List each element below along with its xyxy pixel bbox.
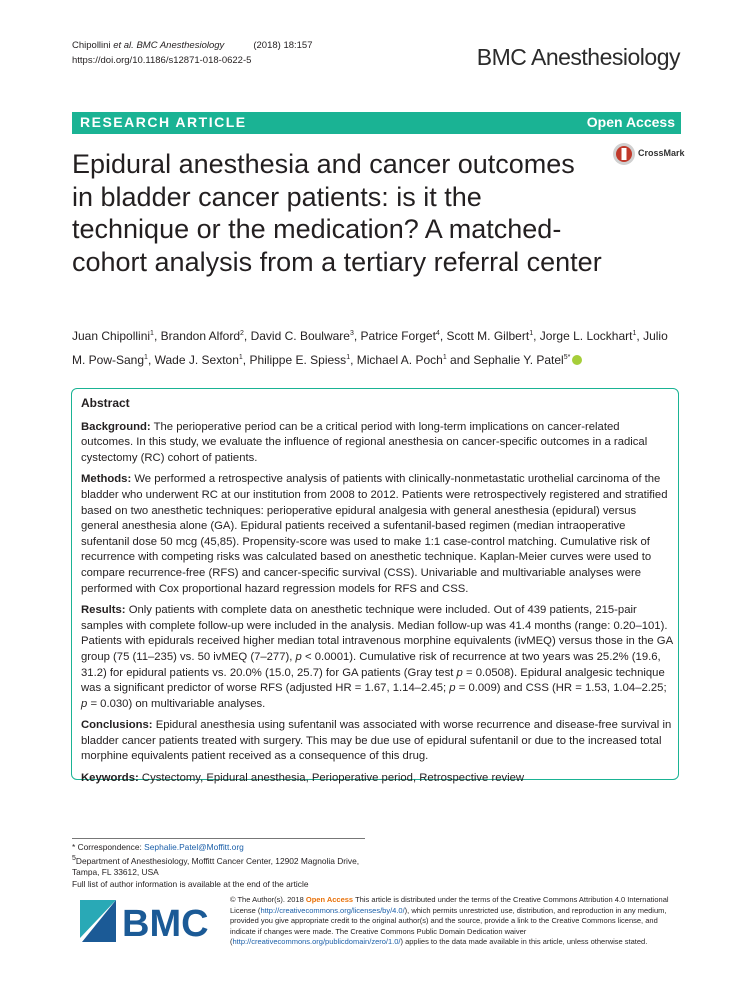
license-text-3: ) applies to the data made available in this article, unless otherwise stated.: [400, 937, 648, 946]
results-text-3: = 0.0508). Epidural analgesic technique was a significant predictor of worse RFS (adjusted HR = 1.67, 1.14–2.45;: [81, 666, 665, 695]
crossmark-icon: [612, 142, 636, 166]
author-affiliation: 1: [529, 330, 534, 337]
results-text-5: = 0.030) on multivariable analyses.: [90, 697, 266, 710]
license-link-2[interactable]: http://creativecommons.org/publicdomain/zero/1.0/: [232, 937, 401, 946]
author-affiliation: 1: [144, 354, 148, 361]
author-affiliation: 3: [349, 330, 354, 337]
author-affiliation: 1: [238, 354, 243, 361]
bmc-logo-text: BMC: [122, 903, 209, 945]
correspondence-email-link[interactable]: Sephalie.Patel@Moffitt.org: [144, 842, 244, 852]
author[interactable]: Philippe E. Spiess: [249, 353, 347, 367]
abstract-keywords: [81, 771, 673, 787]
author-affiliation: 4: [435, 330, 440, 337]
open-access-label: Open Access: [586, 114, 675, 130]
citation-journal: BMC Anesthesiology: [136, 40, 225, 51]
keywords-text: Cystectomy, Epidural anesthesia, Perioperative period, Retrospective review: [141, 772, 525, 785]
doi-link[interactable]: https://doi.org/10.1186/s12871-018-0622-5: [72, 55, 252, 66]
abstract-conclusions: [81, 718, 673, 765]
article-title: Epidural anesthesia and cancer outcomes in bladder cancer patients: is it the technique or the medication? A matched-cohort analysis from a tertiary referral center: [72, 149, 602, 277]
license-open-access: Open Access: [305, 895, 354, 904]
results-label: Results:: [81, 604, 126, 617]
footnote-divider: [72, 838, 365, 839]
background-label: Background:: [81, 420, 151, 433]
header-citation: [72, 38, 372, 68]
p-symbol-3: p: [449, 682, 456, 695]
citation-etal: et al.: [113, 40, 134, 51]
author[interactable]: Scott M. Gilbert: [446, 329, 530, 343]
crossmark-button[interactable]: [612, 142, 692, 166]
p-symbol-1: p: [295, 650, 302, 663]
conclusions-label: Conclusions:: [81, 719, 153, 732]
author-affiliation: 1: [346, 354, 351, 361]
author[interactable]: Brandon Alford: [160, 329, 241, 343]
p-symbol-2: p: [456, 666, 463, 679]
correspondence: [72, 842, 372, 853]
author-affiliation: 1: [442, 354, 447, 361]
citation-year: (2018) 18:157: [253, 40, 313, 51]
author-affiliation: 2: [240, 330, 244, 337]
background-text: The perioperative period can be a critical period with long-term implications on cancer-related outcomes. In this study, we evaluate the influence of regional anesthesia on cancer-specific outcomes in a radical cystectomy (RC) cohort of patients.: [81, 420, 648, 464]
abstract-heading: Abstract: [81, 396, 130, 410]
abstract: [81, 396, 673, 793]
license-text-2: ), which permits unrestricted use, distribution, and reproduction in any medium, provided you give appropriate credit to the original author(s) and the source, provide a link to the Creative Commons license, and indicate if changes were made. The Creative Commons Public Domain Dedication waiver (: [230, 905, 667, 946]
author[interactable]: David C. Boulware: [250, 329, 350, 343]
author[interactable]: Patrice Forget: [360, 329, 436, 343]
orcid-icon[interactable]: [572, 355, 582, 365]
citation-line: [72, 38, 372, 53]
results-text-4: = 0.009) and CSS (HR = 1.53, 1.04–2.25;: [458, 682, 667, 695]
abstract-methods: [81, 472, 673, 597]
conclusions-text: Epidural anesthesia using sufentanil was associated with worse recurrence and disease-free survival in bladder cancer patients treated with surgery. This may be due use of epidural sufentanil or due to the increased total morphine equivalents patient received as a consequence of this drug.: [81, 719, 672, 763]
license-prefix: © The Author(s). 2018: [230, 895, 304, 904]
methods-label: Methods:: [81, 473, 132, 486]
abstract-background: [81, 420, 673, 467]
results-text-1: Only patients with complete data on anesthetic technique were included. Out of 439 patients, 215-pair samples with complete follow-up were included in the analysis. Median follow-up was 41.4 months (range: 0.20–101). Patients with epidurals received higher median total intravenous morphine equivalents (ivMEQ) versus those in the GA group (75 (11–235) vs. 50 ivMEQ (7–277),: [81, 604, 673, 663]
full-list-note: Full list of author information is available at the end of the article: [72, 878, 309, 889]
license-link-1[interactable]: http://creativecommons.org/licenses/by/4.0/: [260, 905, 405, 915]
author-affiliation: 1: [150, 330, 154, 337]
journal-name: BMC Anesthesiology: [476, 44, 680, 70]
author[interactable]: Michael A. Poch: [356, 353, 443, 367]
abstract-results: [81, 603, 673, 712]
author-affiliation: 1: [632, 330, 637, 337]
citation-authors: Chipollini: [72, 40, 111, 51]
bmc-logo-graphic: [80, 894, 210, 948]
license-text: [230, 895, 685, 948]
affiliation: [72, 853, 372, 878]
author[interactable]: Juan Chipollini: [72, 329, 151, 343]
license-text-1: This article is distributed under the terms of the Creative Commons Attribution 4.0 International License (: [230, 895, 669, 915]
author-list: Juan Chipollini$^1$, Brandon Alford$^2$, David C. Boulware$^3$, Patrice Forget$^4$, Scott M. Gilbert$^1$, Jorge L. Lockhart$^1$, Julio M. Pow-Sang$^1$, Wade J. Sexton$^1$, Philippe E. Spiess$^1$, Michael A. Poch$^1$ and Sephalie Y. Patel$^{5*}$: [72, 329, 668, 367]
footnotes: [72, 842, 372, 890]
methods-text: We performed a retrospective analysis of patients with clinically-nonmetastatic urothelial carcinoma of the bladder who underwent RC at our institution from 2008 to 2012. Patients were retrospectively registered and stratified based on two anesthetic techniques: perioperative epidural analgesia with general anesthesia (epidural) versus general anesthesia alone (GA). Epidural patients received a sufentanil-based regimen (median intraoperative sufentanil dose 50 mcg (45,85). Propensity-score was used to make 1:1 case-control matching. Cumulative risk of recurrence with competing risks was calculated based on anesthetic technique. Kaplan-Meier curves were used to compare recurrence-free (RFS) and cancer-specific survival (CSS). Univariable and multivariable analyses were performed with Cox proportional hazard regression models for RFS and CSS.: [81, 473, 668, 595]
author-affiliation: 5*: [563, 354, 571, 361]
author[interactable]: Sephalie Y. Patel: [473, 353, 564, 367]
crossmark-label: CrossMark: [638, 148, 685, 158]
article-type-label: RESEARCH ARTICLE: [80, 114, 247, 130]
author[interactable]: Jorge L. Lockhart: [539, 329, 633, 343]
affiliation-text: Department of Anesthesiology, Moffitt Cancer Center, 12902 Magnolia Drive, Tampa, FL 33612, USA: [72, 856, 360, 878]
author[interactable]: Wade J. Sexton: [154, 353, 239, 367]
results-text-2: < 0.0001). Cumulative risk of recurrence at two years was 25.2% (19.6, 31.2) for epidural patients vs. 20.0% (15.0, 25.7) for GA patients (Gray test: [81, 650, 661, 679]
article-type-banner: [72, 112, 681, 134]
author[interactable]: Julio M. Pow-Sang: [72, 329, 668, 367]
bmc-logo: [80, 894, 210, 948]
keywords-label: Keywords:: [81, 772, 139, 785]
p-symbol-4: p: [81, 697, 88, 710]
correspondence-label: * Correspondence:: [72, 842, 142, 852]
affiliation-number: 5: [72, 855, 76, 863]
